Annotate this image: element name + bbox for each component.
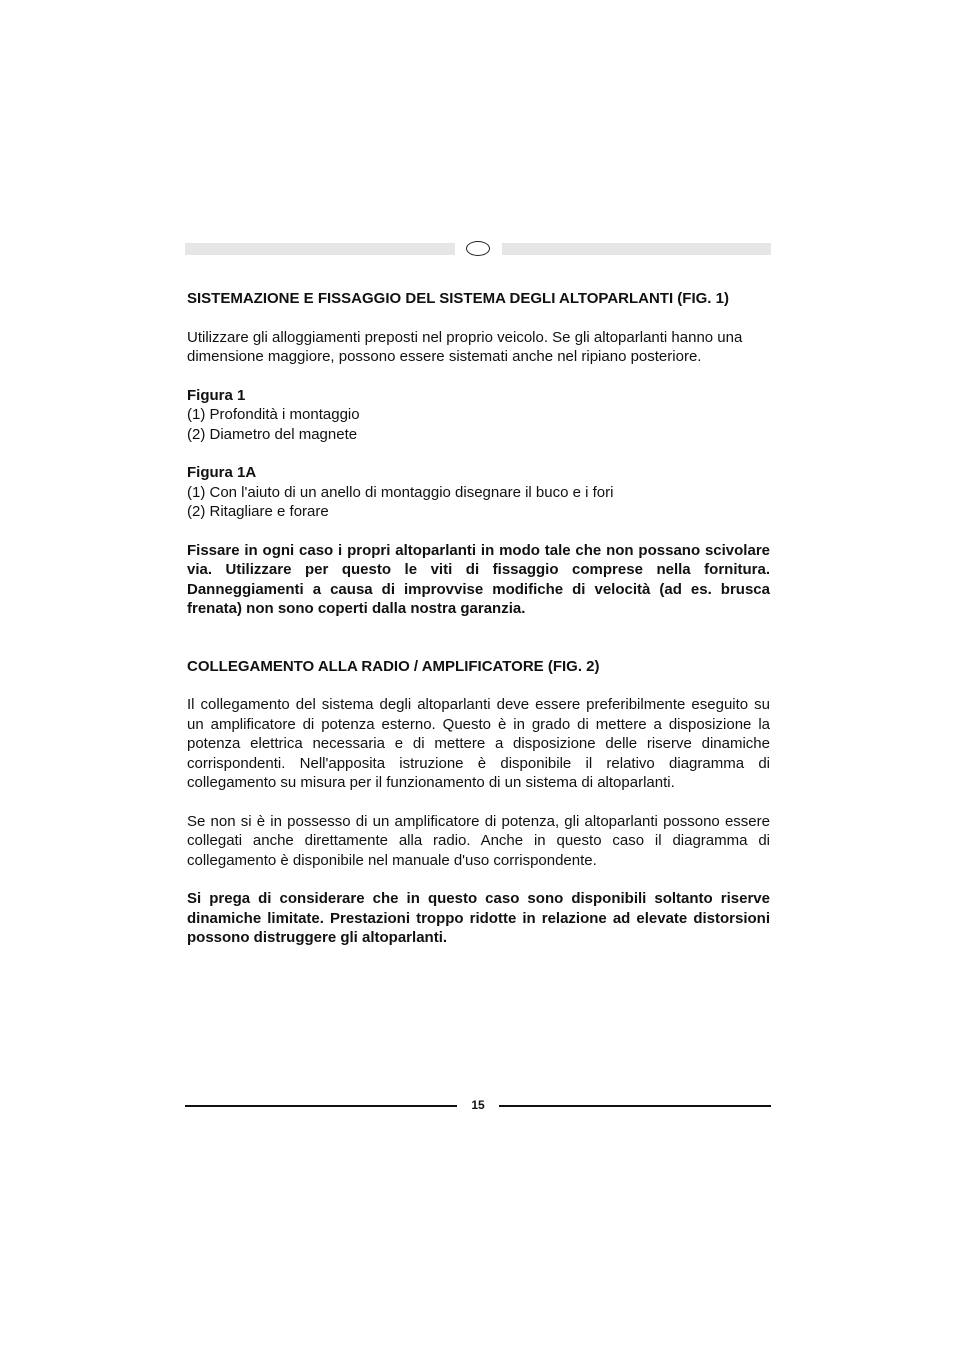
figure1-item: (1) Profondità i montaggio: [187, 406, 360, 423]
mounting-warning-paragraph: Fissare in ogni caso i propri altoparlanti in modo tale che non possano scivolare via. Utilizzare per questo le viti di fissaggio comprese nella fornitura. Danneggiamenti a causa di improvvise modifiche di velocità (ad es. brusca frenata) non sono coperti dalla nostra garanzia.: [187, 541, 770, 617]
connection-warning-paragraph: Si prega di considerare che in questo caso sono disponibili soltanto riserve dinamiche limitate. Prestazioni troppo ridotte in relazione ad elevate distorsioni possono distruggere gli altoparlanti.: [187, 890, 770, 946]
header-bar-right: [502, 243, 771, 255]
footer-rule-right: [499, 1105, 771, 1107]
figure1-item: (2) Diametro del magnete: [187, 425, 358, 443]
figure1a-item: (1) Con l'aiuto di un anello di montaggio disegnare il buco e i fori: [187, 483, 614, 501]
connection-paragraph-radio: Se non si è in possesso di un amplificatore di potenza, gli altoparlanti possono essere collegati anche direttamente alla radio. Anche in questo caso il diagramma di collegamento è disponibile nel manuale d'uso corrispondente.: [187, 812, 770, 869]
mounting-intro-paragraph: Utilizzare gli alloggiamenti preposti nel proprio veicolo. Se gli altoparlanti hanno una dimensione maggiore, possono essere sistemati anche nel ripiano posteriore.: [187, 328, 743, 365]
language-oval-icon: [466, 241, 490, 256]
section-heading-connection: COLLEGAMENTO ALLA RADIO / AMPLIFICATORE (FIG. 2): [187, 657, 600, 675]
page-content: [187, 289, 770, 948]
header-bar-left: [185, 243, 455, 255]
connection-paragraph-amplifier: Il collegamento del sistema degli altoparlanti deve essere preferibilmente eseguito su un amplificatore di potenza esterno. Questo è in grado di mettere a disposizione la potenza elettrica necessaria e di mettere a disposizione delle riserve dinamiche corrispondenti. Nell'apposita istruzione è disponibile il relativo diagramma di collegamento su misura per il funzionamento di un sistema di altoparlanti.: [187, 696, 770, 791]
footer-rule-left: [185, 1105, 457, 1107]
page-number: 15: [471, 1098, 485, 1112]
figure1a-title: Figura 1A: [187, 464, 257, 481]
figure1-title: Figura 1: [187, 386, 246, 404]
section-heading-mounting: SISTEMAZIONE E FISSAGGIO DEL SISTEMA DEGLI ALTOPARLANTI (FIG. 1): [187, 290, 729, 307]
figure1a-item: (2) Ritagliare e forare: [187, 503, 329, 520]
